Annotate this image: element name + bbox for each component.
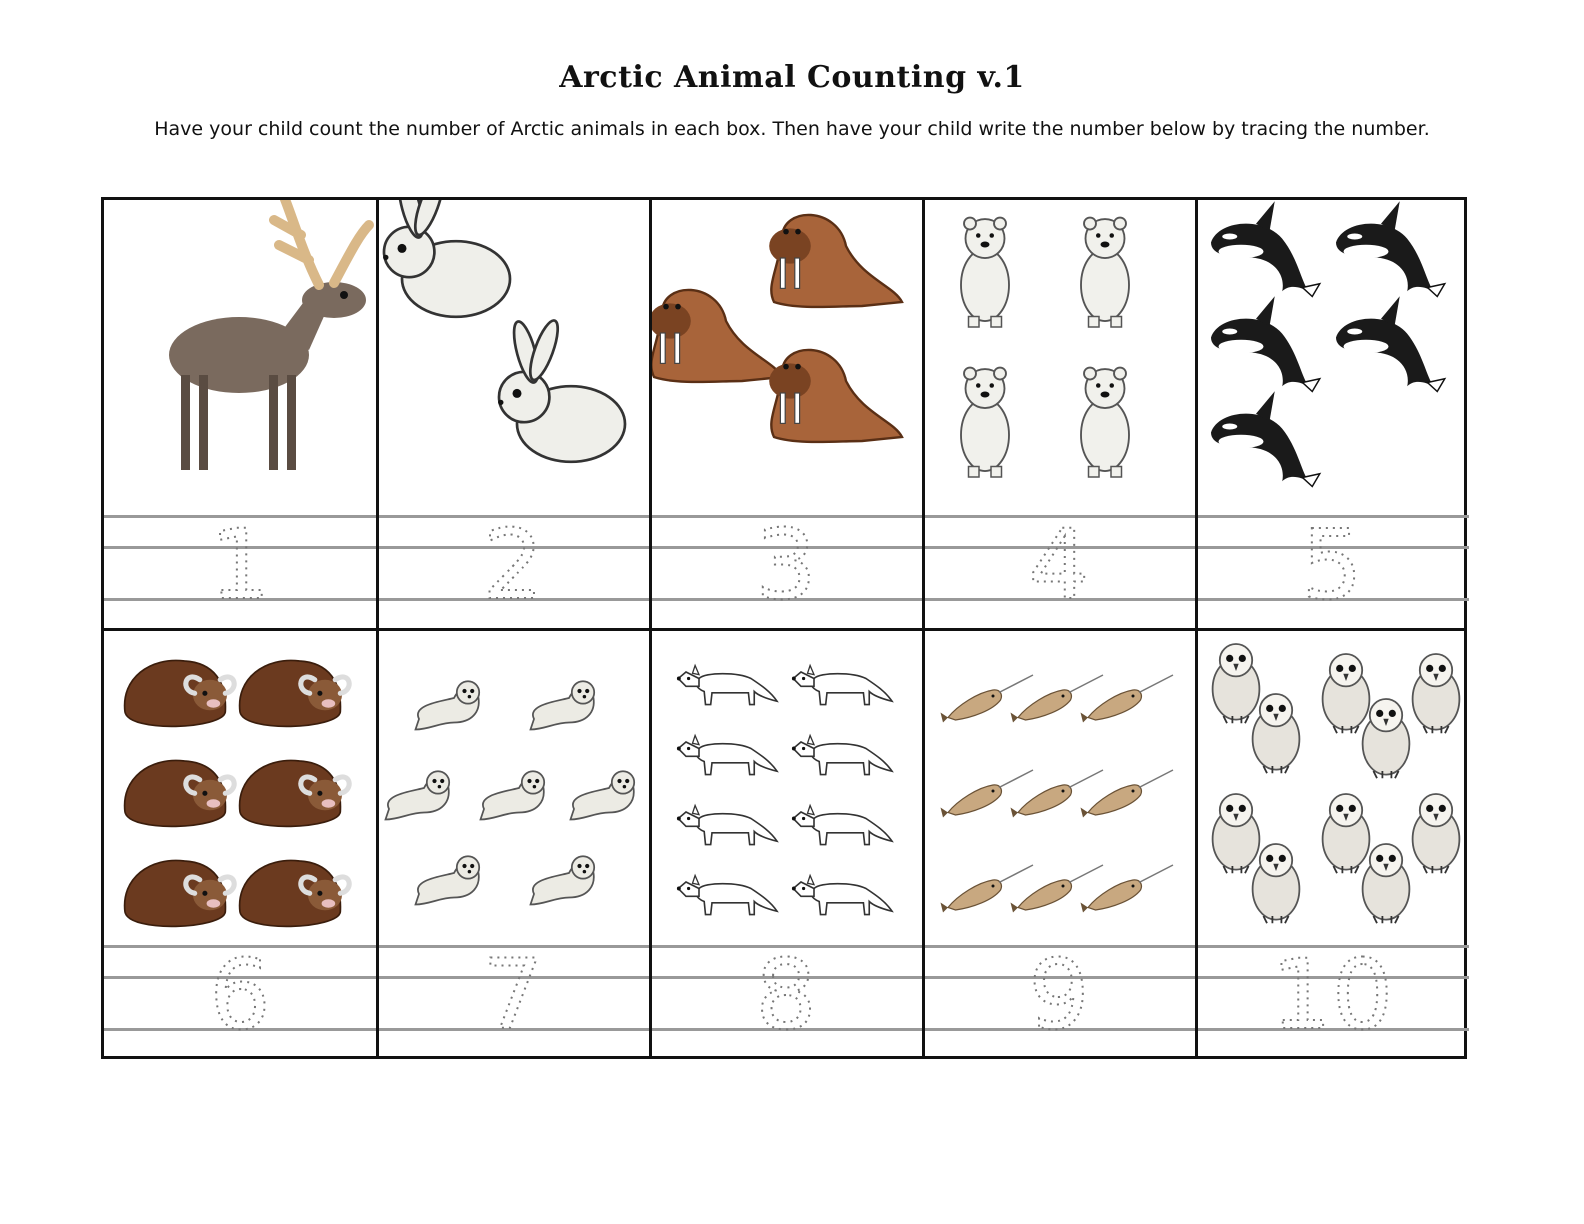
page-title: Arctic Animal Counting v.1	[559, 60, 1025, 95]
harp-seal-icon	[531, 681, 595, 729]
arctic-hare-group	[377, 200, 650, 517]
counting-box-4	[923, 200, 1196, 630]
arctic-wolf-icon	[792, 876, 892, 915]
trace-number-label: 10	[1270, 945, 1394, 1033]
arctic-hare-icon	[383, 200, 510, 317]
trace-number-label: 3	[755, 515, 817, 603]
caribou-icon	[169, 200, 369, 470]
snowy-owl-icon	[1253, 844, 1300, 923]
narwhal-icon	[1081, 865, 1174, 913]
snowy-owl-icon	[1323, 654, 1370, 733]
trace-number-label: 5	[1301, 515, 1363, 603]
counting-box-7	[377, 630, 650, 1060]
counting-box-9	[923, 630, 1196, 1060]
snowy-owl-icon	[1323, 794, 1370, 873]
harp-seal-icon	[416, 681, 480, 729]
arctic-wolf-icon	[677, 876, 777, 915]
arctic-wolf-icon	[677, 736, 777, 775]
snowy-owl-icon	[1213, 644, 1260, 723]
arctic-hare-icon	[498, 318, 625, 462]
walrus-group	[650, 200, 923, 517]
trace-number-8[interactable]	[650, 945, 923, 1033]
polar-bear-icon	[1081, 218, 1129, 328]
arctic-wolf-icon	[792, 806, 892, 845]
walrus-icon	[769, 350, 902, 442]
snowy-owl-icon	[1413, 654, 1460, 733]
trace-number-label: 4	[1028, 515, 1090, 603]
instructions-text: Have your child count the number of Arctic animals in each box. Then have your child write the number below by tracing the number.	[154, 118, 1430, 140]
musk-ox-icon	[125, 760, 235, 826]
orca-icon	[1211, 296, 1320, 391]
polar-bear-icon	[961, 368, 1009, 478]
musk-ox-group	[104, 630, 377, 947]
snowy-owl-icon	[1363, 699, 1410, 778]
trace-number-3[interactable]	[650, 515, 923, 603]
trace-number-label: 9	[1028, 945, 1090, 1033]
counting-box-1	[104, 200, 377, 630]
harp-seal-icon	[386, 771, 450, 819]
arctic-wolf-icon	[792, 666, 892, 705]
trace-number-1[interactable]	[104, 515, 377, 603]
arctic-wolf-icon	[677, 806, 777, 845]
trace-number-10[interactable]	[1196, 945, 1469, 1033]
narwhal-icon	[1081, 675, 1174, 723]
harp-seal-icon	[531, 856, 595, 904]
trace-number-label: 2	[482, 515, 544, 603]
trace-number-7[interactable]	[377, 945, 650, 1033]
caribou-group	[104, 200, 377, 517]
trace-number-5[interactable]	[1196, 515, 1469, 603]
narwhal-icon	[1081, 770, 1174, 818]
musk-ox-icon	[125, 860, 235, 926]
snowy-owl-icon	[1363, 844, 1410, 923]
trace-number-label: 6	[209, 945, 271, 1033]
musk-ox-icon	[125, 660, 235, 726]
narwhal-group	[923, 630, 1196, 947]
walrus-icon	[650, 290, 782, 382]
polar-bear-icon	[1081, 368, 1129, 478]
trace-number-4[interactable]	[923, 515, 1196, 603]
snowy-owl-group	[1196, 630, 1469, 947]
counting-box-8	[650, 630, 923, 1060]
counting-box-10	[1196, 630, 1469, 1060]
trace-number-6[interactable]	[104, 945, 377, 1033]
orca-icon	[1336, 201, 1445, 296]
snowy-owl-icon	[1253, 694, 1300, 773]
trace-number-label: 7	[482, 945, 544, 1033]
harp-seal-icon	[571, 771, 635, 819]
arctic-wolf-icon	[792, 736, 892, 775]
counting-box-3	[650, 200, 923, 630]
arctic-wolf-group	[650, 630, 923, 947]
harp-seal-icon	[481, 771, 545, 819]
counting-box-5	[1196, 200, 1469, 630]
orca-icon	[1336, 296, 1445, 391]
counting-box-6	[104, 630, 377, 1060]
orca-icon	[1211, 391, 1320, 486]
trace-number-9[interactable]	[923, 945, 1196, 1033]
row-divider	[104, 628, 1464, 631]
musk-ox-icon	[240, 860, 350, 926]
orca-group	[1196, 200, 1469, 517]
musk-ox-icon	[240, 760, 350, 826]
trace-number-2[interactable]	[377, 515, 650, 603]
snowy-owl-icon	[1213, 794, 1260, 873]
harp-seal-group	[377, 630, 650, 947]
counting-grid	[101, 197, 1467, 1059]
snowy-owl-icon	[1413, 794, 1460, 873]
harp-seal-icon	[416, 856, 480, 904]
walrus-icon	[769, 215, 902, 307]
orca-icon	[1211, 201, 1320, 296]
polar-bear-group	[923, 200, 1196, 517]
musk-ox-icon	[240, 660, 350, 726]
polar-bear-icon	[961, 218, 1009, 328]
trace-number-label: 8	[755, 945, 817, 1033]
arctic-wolf-icon	[677, 666, 777, 705]
trace-number-label: 1	[209, 515, 271, 603]
counting-box-2	[377, 200, 650, 630]
